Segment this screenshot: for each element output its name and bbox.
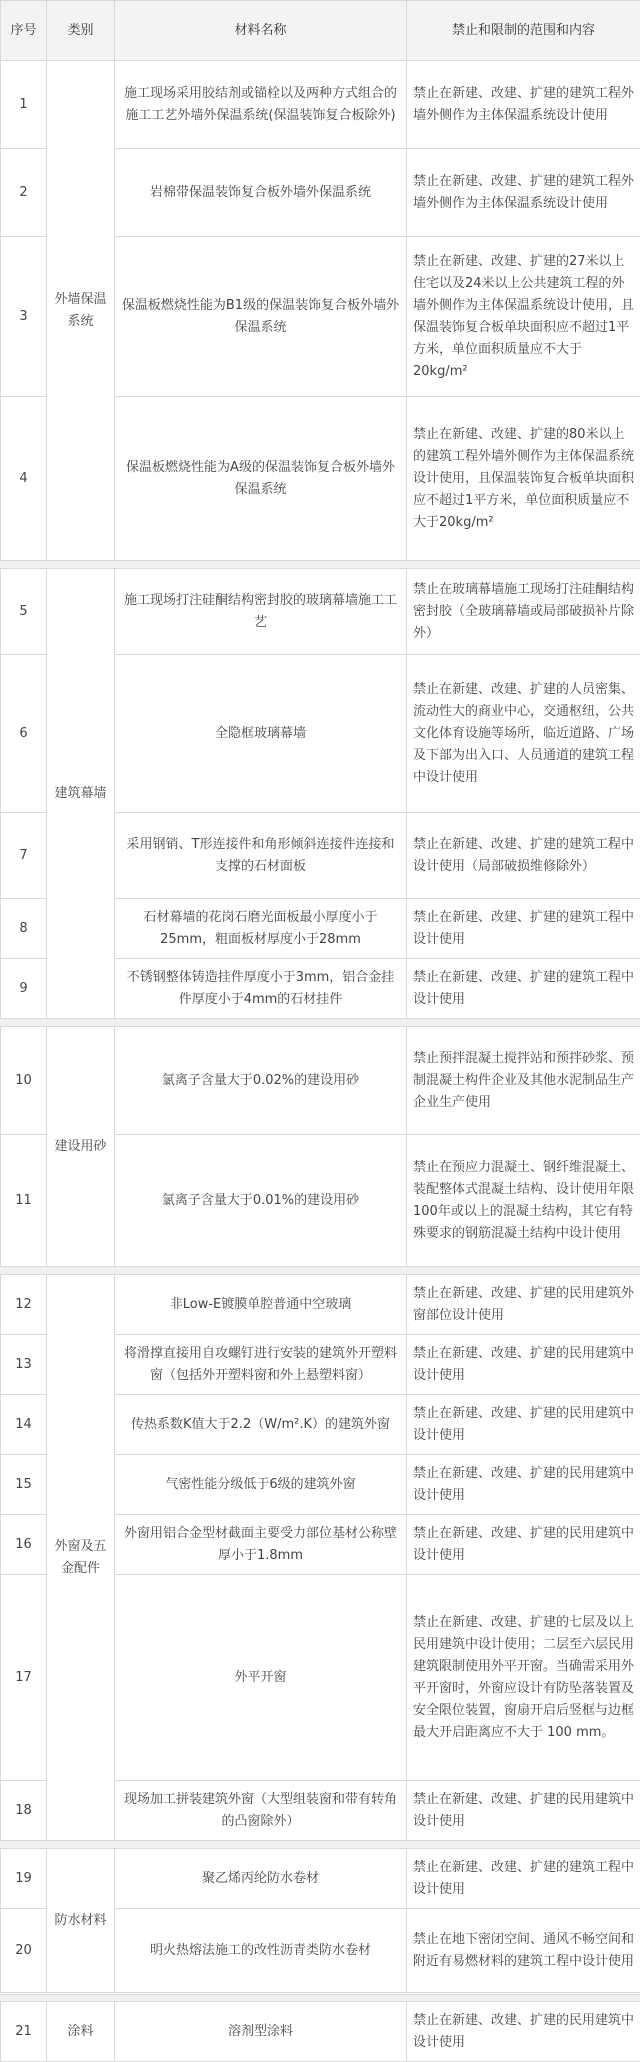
material-cell: 气密性能分级低于6级的建筑外窗 xyxy=(115,1455,407,1515)
restriction-cell: 禁止在玻璃幕墙施工现场打注硅酮结构密封胶（全玻璃幕墙或局部破损补片除外） xyxy=(407,569,640,655)
table-row xyxy=(1,61,640,149)
restriction-cell: 禁止在新建、改建、扩建的80米以上的建筑工程外墙外侧作为主体保温系统设计使用，且保温装饰复合板单块面积应不超过1平方米，单位面积质量应不大于20kg/m² xyxy=(407,397,640,561)
restriction-table-block-5 xyxy=(0,1848,640,1993)
restriction-cell: 禁止在新建、改建、扩建的民用建筑外窗部位设计使用 xyxy=(407,1275,640,1335)
restriction-cell: 禁止在新建、改建、扩建的建筑工程外墙外侧作为主体保温系统设计使用 xyxy=(407,61,640,149)
material-cell: 外窗用铝合金型材截面主要受力部位基材公称壁厚小于1.8mm xyxy=(115,1515,407,1575)
row-no: 21 xyxy=(1,2002,47,2062)
row-no: 17 xyxy=(1,1575,47,1781)
material-cell: 保温板燃烧性能为B1级的保温装饰复合板外墙外保温系统 xyxy=(115,237,407,397)
material-cell: 保温板燃烧性能为A级的保温装饰复合板外墙外保温系统 xyxy=(115,397,407,561)
material-cell: 非Low-E镀膜单腔普通中空玻璃 xyxy=(115,1275,407,1335)
row-no: 18 xyxy=(1,1781,47,1841)
row-no: 2 xyxy=(1,149,47,237)
restriction-cell: 禁止在新建、改建、扩建的民用建筑中设计使用 xyxy=(407,1395,640,1455)
row-no: 1 xyxy=(1,61,47,149)
table-row xyxy=(1,1849,640,1909)
category-cell: 防水材料 xyxy=(47,1849,115,1993)
material-cell: 施工现场采用胶结剂或锚栓以及两种方式组合的施工工艺外墙外保温系统(保温装饰复合板除外) xyxy=(115,61,407,149)
header-material: 材料名称 xyxy=(115,1,407,61)
table-row xyxy=(1,1027,640,1135)
restriction-cell: 禁止在新建、改建、扩建的民用建筑中设计使用 xyxy=(407,1335,640,1395)
material-cell: 将滑撑直接用自攻螺钉进行安装的建筑外开塑料窗（包括外开塑料窗和外上悬塑料窗） xyxy=(115,1335,407,1395)
category-cell: 建筑幕墙 xyxy=(47,569,115,1019)
restriction-table-block-3 xyxy=(0,1026,640,1267)
table-row xyxy=(1,569,640,655)
header-restriction: 禁止和限制的范围和内容 xyxy=(407,1,640,61)
row-no: 14 xyxy=(1,1395,47,1455)
row-no: 12 xyxy=(1,1275,47,1335)
material-cell: 不锈钢整体铸造挂件厚度小于3mm，铝合金挂件厚度小于4mm的石材挂件 xyxy=(115,959,407,1019)
restriction-cell: 禁止在新建、改建、扩建的民用建筑中设计使用 xyxy=(407,2002,640,2062)
row-no: 10 xyxy=(1,1027,47,1135)
row-no: 16 xyxy=(1,1515,47,1575)
material-cell: 明火热熔法施工的改性沥青类防水卷材 xyxy=(115,1909,407,1993)
row-no: 7 xyxy=(1,813,47,899)
row-no: 15 xyxy=(1,1455,47,1515)
restriction-cell: 禁止在预应力混凝土、钢纤维混凝土、装配整体式混凝土结构、设计使用年限100年或以上的混凝土结构，其它有特殊要求的钢筋混凝土结构中设计使用 xyxy=(407,1135,640,1267)
restriction-cell: 禁止在地下密闭空间、通风不畅空间和附近有易燃材料的建筑工程中设计使用 xyxy=(407,1909,640,1993)
restriction-table-block-1 xyxy=(0,0,640,561)
material-cell: 氯离子含量大于0.01%的建设用砂 xyxy=(115,1135,407,1267)
row-no: 6 xyxy=(1,655,47,813)
restriction-cell: 禁止在新建、改建、扩建的27米以上住宅以及24米以上公共建筑工程的外墙外侧作为主体保温系统设计使用，且保温装饰复合板单块面积应不超过1平方米，单位面积质量应不大于20kg/m² xyxy=(407,237,640,397)
header-category: 类别 xyxy=(47,1,115,61)
category-cell: 外墙保温系统 xyxy=(47,61,115,561)
row-no: 5 xyxy=(1,569,47,655)
material-cell: 外平开窗 xyxy=(115,1575,407,1781)
restriction-cell: 禁止在新建、改建、扩建的民用建筑中设计使用 xyxy=(407,1455,640,1515)
restriction-cell: 禁止在新建、改建、扩建的人员密集、流动性大的商业中心，交通枢纽，公共文化体育设施等场所，临近道路、广场及下部为出入口、人员通道的建筑工程中设计使用 xyxy=(407,655,640,813)
row-no: 11 xyxy=(1,1135,47,1267)
restriction-cell: 禁止在新建、改建、扩建的民用建筑中设计使用 xyxy=(407,1515,640,1575)
restriction-cell: 禁止在新建、改建、扩建的建筑工程外墙外侧作为主体保温系统设计使用 xyxy=(407,149,640,237)
category-cell: 建设用砂 xyxy=(47,1027,115,1267)
restriction-table-block-2 xyxy=(0,568,640,1019)
row-no: 8 xyxy=(1,899,47,959)
material-cell: 聚乙烯丙纶防水卷材 xyxy=(115,1849,407,1909)
category-cell: 外窗及五金配件 xyxy=(47,1275,115,1841)
material-cell: 传热系数K值大于2.2（W/m².K）的建筑外窗 xyxy=(115,1395,407,1455)
restriction-cell: 禁止在新建、改建、扩建的建筑工程中设计使用（局部破损维修除外） xyxy=(407,813,640,899)
material-cell: 采用钢销、T形连接件和角形倾斜连接件连接和支撑的石材面板 xyxy=(115,813,407,899)
material-cell: 施工现场打注硅酮结构密封胶的玻璃幕墙施工工艺 xyxy=(115,569,407,655)
material-cell: 石材幕墙的花岗石磨光面板最小厚度小于25mm，粗面板材厚度小于28mm xyxy=(115,899,407,959)
row-no: 20 xyxy=(1,1909,47,1993)
row-no: 19 xyxy=(1,1849,47,1909)
table-row xyxy=(1,2002,640,2062)
restriction-cell: 禁止在新建、改建、扩建的建筑工程中设计使用 xyxy=(407,959,640,1019)
material-cell: 氯离子含量大于0.02%的建设用砂 xyxy=(115,1027,407,1135)
restriction-cell: 禁止在新建、改建、扩建的民用建筑中设计使用 xyxy=(407,1781,640,1841)
row-no: 13 xyxy=(1,1335,47,1395)
row-no: 4 xyxy=(1,397,47,561)
restriction-table-block-4 xyxy=(0,1274,640,1841)
row-no: 9 xyxy=(1,959,47,1019)
restriction-cell: 禁止在新建、改建、扩建的建筑工程中设计使用 xyxy=(407,1849,640,1909)
table-header-row xyxy=(1,1,640,61)
material-cell: 岩棉带保温装饰复合板外墙外保温系统 xyxy=(115,149,407,237)
material-cell: 溶剂型涂料 xyxy=(115,2002,407,2062)
restriction-table-block-6 xyxy=(0,2001,640,2062)
restriction-cell: 禁止在新建、改建、扩建的建筑工程中设计使用 xyxy=(407,899,640,959)
restriction-cell: 禁止在新建、改建、扩建的七层及以上民用建筑中设计使用；二层至六层民用建筑限制使用外平开窗。当确需采用外平开窗时，外窗应设计有防坠落装置及安全限位装置，窗扇开启后竖框与边框最大开启距离应不大于 100 mm。 xyxy=(407,1575,640,1781)
row-no: 3 xyxy=(1,237,47,397)
material-cell: 现场加工拼装建筑外窗（大型组装窗和带有转角的凸窗除外） xyxy=(115,1781,407,1841)
header-no: 序号 xyxy=(1,1,47,61)
restriction-cell: 禁止预拌混凝土搅拌站和预拌砂浆、预制混凝土构件企业及其他水泥制品生产企业生产使用 xyxy=(407,1027,640,1135)
table-row xyxy=(1,1275,640,1335)
category-cell: 涂料 xyxy=(47,2002,115,2062)
material-cell: 全隐框玻璃幕墙 xyxy=(115,655,407,813)
